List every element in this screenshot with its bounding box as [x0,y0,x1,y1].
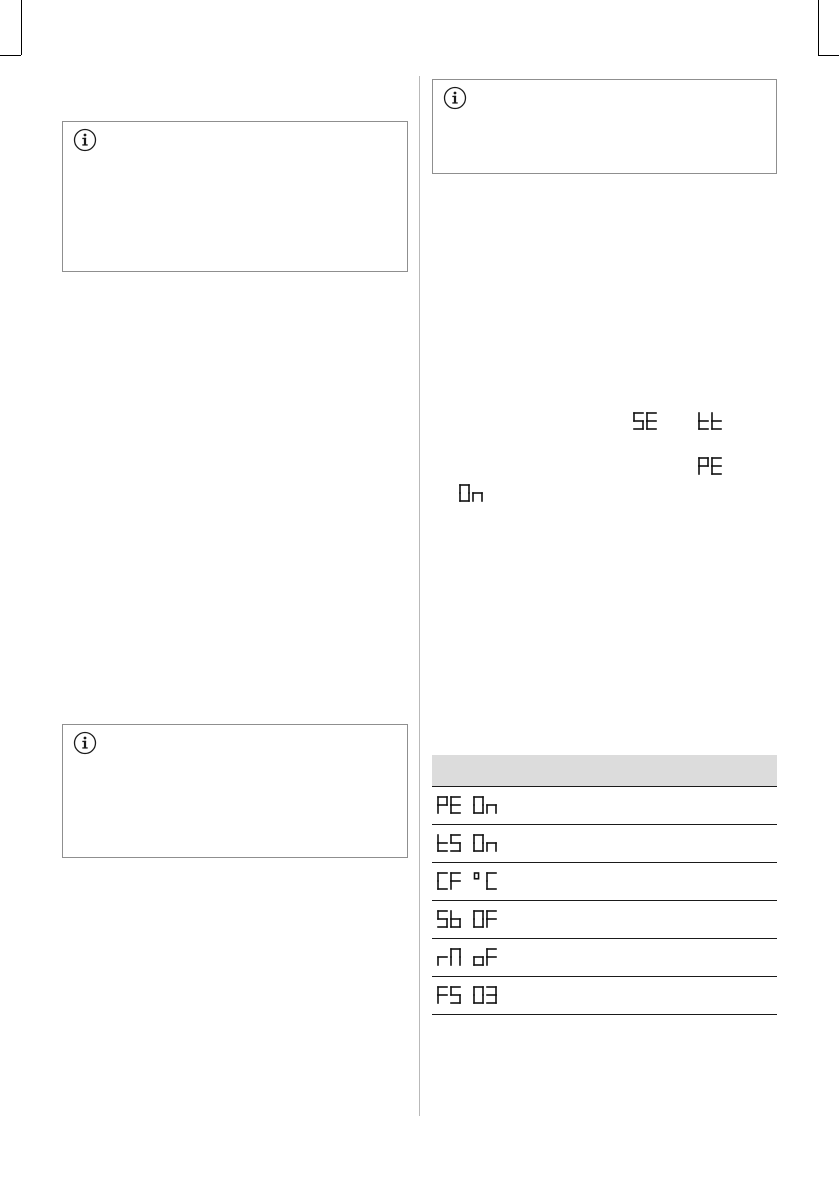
setting-value [472,948,498,968]
info-circle-icon [73,128,97,152]
setting-code [436,986,462,1006]
lcd-code-se [632,412,658,432]
note-box-1 [62,121,408,272]
lcd-code-on [458,484,484,504]
setting-value [472,834,498,854]
lcd-code-tt [697,412,723,432]
setting-code [436,910,462,930]
setting-value [472,872,498,892]
lcd-code-pe [697,457,723,477]
setting-code [436,796,462,816]
crop-mark-top [0,55,21,56]
setting-code [436,872,462,892]
table-body [432,787,777,1015]
table-row [432,939,777,977]
note-box-3 [432,79,777,174]
table-header [432,755,777,787]
info-circle-icon [443,86,467,110]
table-row [432,825,777,863]
crop-mark-top-right [818,55,839,56]
info-circle-icon [73,731,97,755]
setting-value [472,796,498,816]
table-row [432,977,777,1015]
table-row [432,901,777,939]
table-row [432,863,777,901]
crop-mark-left [21,0,22,55]
setting-code [436,834,462,854]
table-row [432,787,777,825]
settings-table [432,755,777,1015]
setting-value [472,910,498,930]
note-box-2 [62,724,408,858]
column-divider [419,76,420,1116]
setting-code [436,948,462,968]
setting-value [472,986,498,1006]
crop-mark-right [818,0,819,55]
